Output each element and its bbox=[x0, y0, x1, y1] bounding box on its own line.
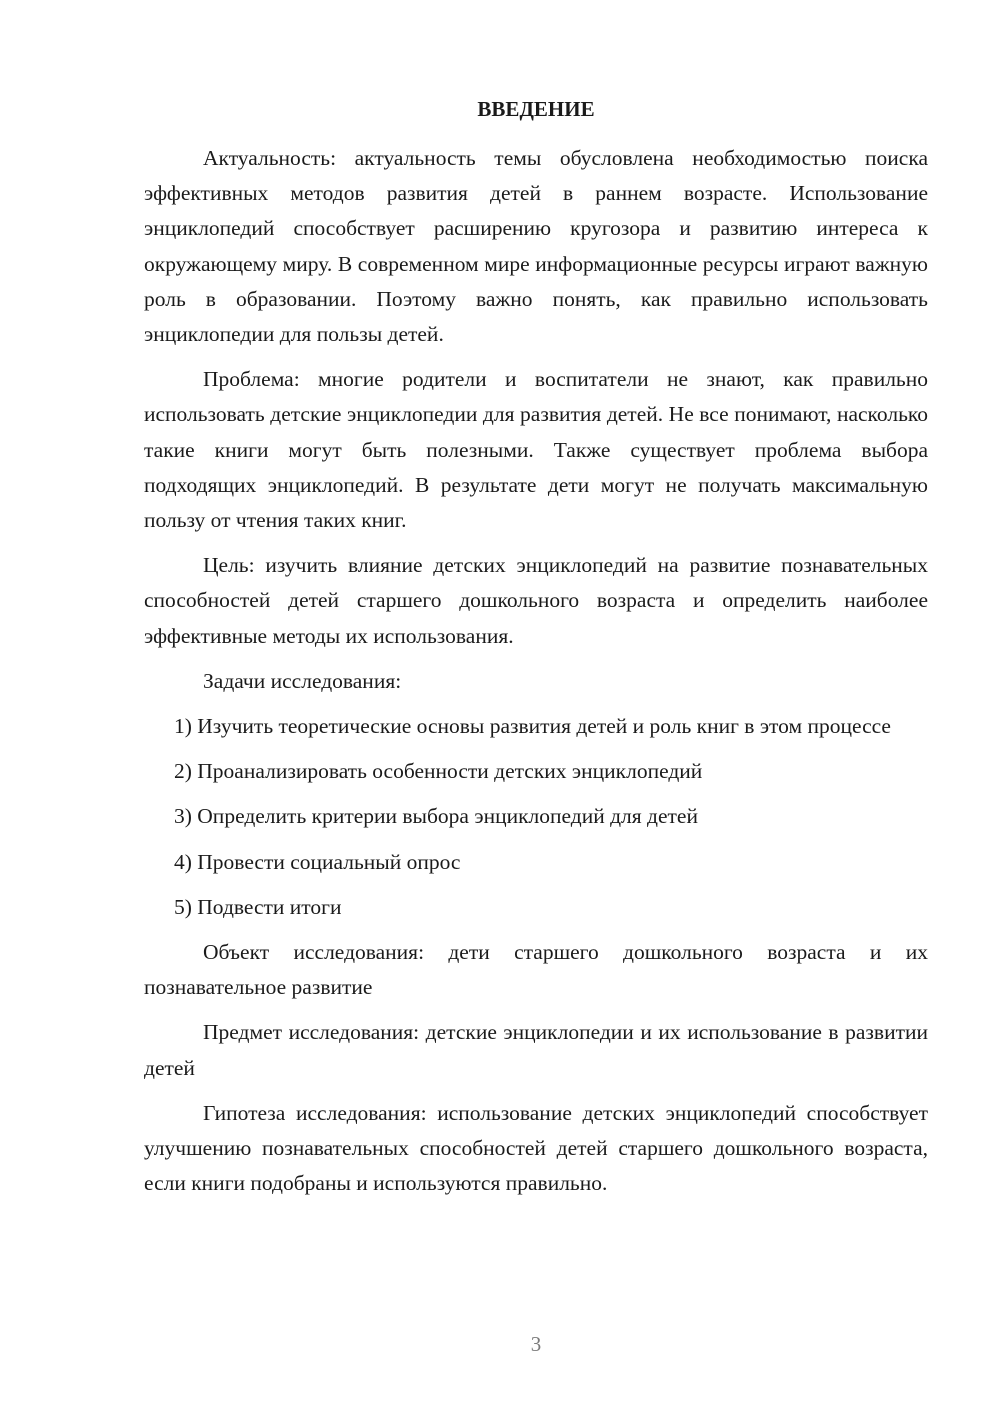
relevance-paragraph: Актуальность: актуальность темы обусловлена необходимостью поиска эффективных методов развития детей в раннем возрасте. Использование энциклопедий способствует расширению кругозора и развитию интереса к окружающему миру. В современном мире информационные ресурсы играют важную роль в образовании. Поэтому важно понять, как правильно использовать энциклопедии для пользы детей. bbox=[144, 146, 928, 347]
task-item-4: 4) Провести социальный опрос bbox=[174, 849, 461, 874]
tasks-heading: Задачи исследования: bbox=[203, 668, 402, 693]
page-number: 3 bbox=[530, 1332, 542, 1356]
task-item-1: 1) Изучить теоретические основы развития детей и роль книг в этом процессе bbox=[174, 714, 891, 739]
hypothesis-paragraph: Гипотеза исследования: использование детских энциклопедий способствует улучшению познавательных способностей детей старшего дошкольного возраста, если книги подобраны и используются правильно. bbox=[144, 1100, 928, 1196]
goal-paragraph: Цель: изучить влияние детских энциклопедий на развитие познавательных способностей детей старшего дошкольного возраста и определить наиболее эффективные методы их использования. bbox=[144, 553, 928, 648]
section-title: ВВЕДЕНИЕ bbox=[477, 97, 595, 121]
object-paragraph: Объект исследования: дети старшего дошкольного возраста и их познавательное развитие bbox=[144, 940, 928, 1000]
problem-paragraph: Проблема: многие родители и воспитатели не знают, как правильно использовать детские энциклопедии для развития детей. Не все понимают, насколько такие книги могут быть полезными. Также существует проблема выбора подходящих энциклопедий. В результате дети могут не получать максимальную пользу от чтения таких книг. bbox=[144, 367, 928, 533]
task-item-3: 3) Определить критерии выбора энциклопедий для детей bbox=[174, 804, 698, 829]
task-item-2: 2) Проанализировать особенности детских энциклопедий bbox=[174, 759, 703, 784]
task-item-5: 5) Подвести итоги bbox=[174, 894, 342, 919]
subject-paragraph: Предмет исследования: детские энциклопедии и их использование в развитии детей bbox=[144, 1020, 928, 1080]
document-page bbox=[144, 92, 928, 1211]
